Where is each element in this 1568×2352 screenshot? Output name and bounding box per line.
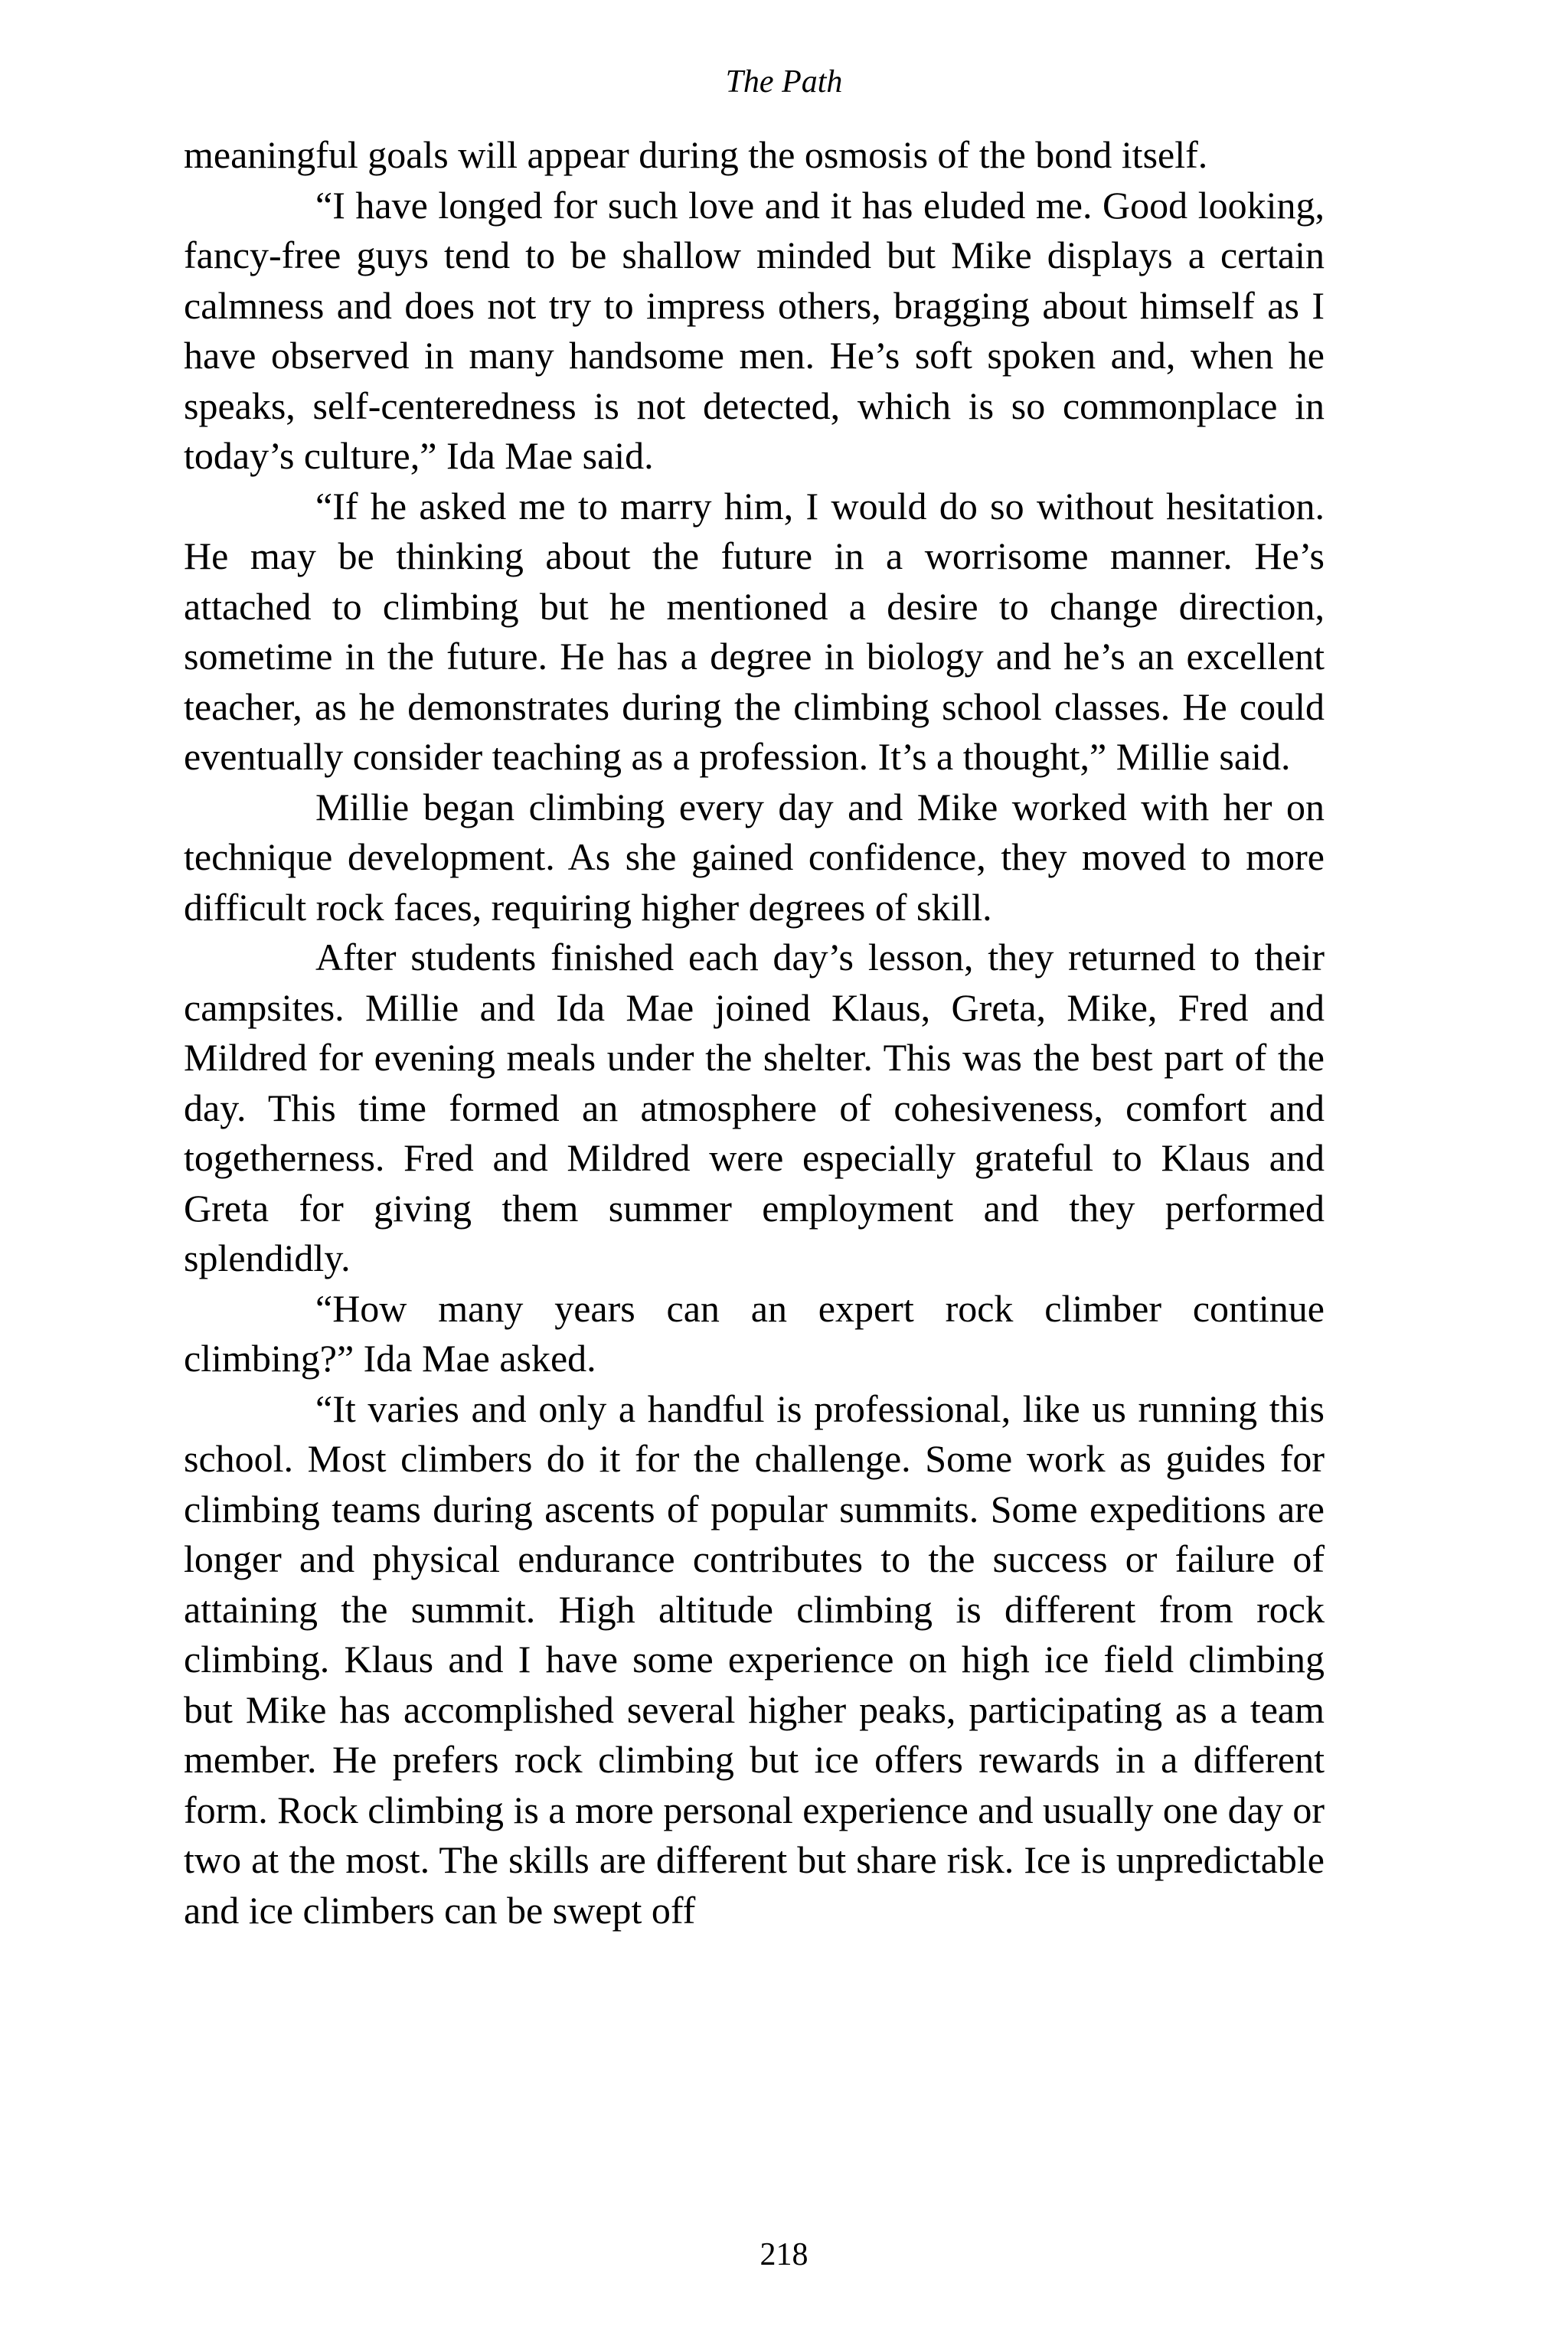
paragraph-climbing-answer: “It varies and only a handful is professional, like us running this school. Most climbers do it for the challenge. Some work as guides for climbing teams during ascents of popular summits. Some expeditions are longer and physical endurance contributes to the success or failure of attaining the summit. High altitude climbing is different from rock climbing. Klaus and I have some experience on high ice field climbing but Mike has accomplished several higher peaks, participating as a team member. He prefers rock climbing but ice offers rewards in a different form. Rock climbing is a more personal experience and usually one day or two at the most. The skills are different but share risk. Ice is unpredictable and ice climbers can be swept off <box>184 1387 1325 1932</box>
page-number: 218 <box>760 2237 808 2272</box>
paragraph-evening-meals: After students finished each day’s lesson, they returned to their campsites. Millie and Ida Mae joined Klaus, Greta, Mike, Fred and Mildred for evening meals under the shelter. This was the best part of the day. This time formed an atmosphere of cohesiveness, comfort and togetherness. Fred and Mildred were especially grateful to Klaus and Greta for giving them summer employment and they performed splendidly. <box>184 936 1325 1279</box>
paragraph-ida-mae-question: “How many years can an expert rock climber continue climbing?” Ida Mae asked. <box>184 1286 1325 1380</box>
paragraph-ida-mae-dialogue: “I have longed for such love and it has eluded me. Good looking, fancy-free guys tend to be shallow minded but Mike displays a certain calmness and does not try to impress others, bragging about himself as I have observed in many handsome men. He’s soft spoken and, when he speaks, self-centeredness is not detected, which is so commonplace in today’s culture,” Ida Mae said. <box>184 183 1325 477</box>
paragraph-millie-dialogue: “If he asked me to marry him, I would do so without hesitation. He may be thinking about the future in a worrisome manner. He’s attached to climbing but he mentioned a desire to change direction, sometime in the future. He has a degree in biology and he’s an excellent teacher, as he demonstrates during the climbing school classes. He could eventually consider teaching as a profession. It’s a thought,” Millie said. <box>184 484 1325 778</box>
paragraph-continuation: meaningful goals will appear during the osmosis of the bond itself. <box>184 133 1208 176</box>
paragraph-climbing-practice: Millie began climbing every day and Mike worked with her on technique development. As she gained confidence, they moved to more difficult rock faces, requiring higher degrees of skill. <box>184 785 1325 929</box>
page-body <box>184 130 1325 1936</box>
running-head-title: The Path <box>725 64 843 100</box>
